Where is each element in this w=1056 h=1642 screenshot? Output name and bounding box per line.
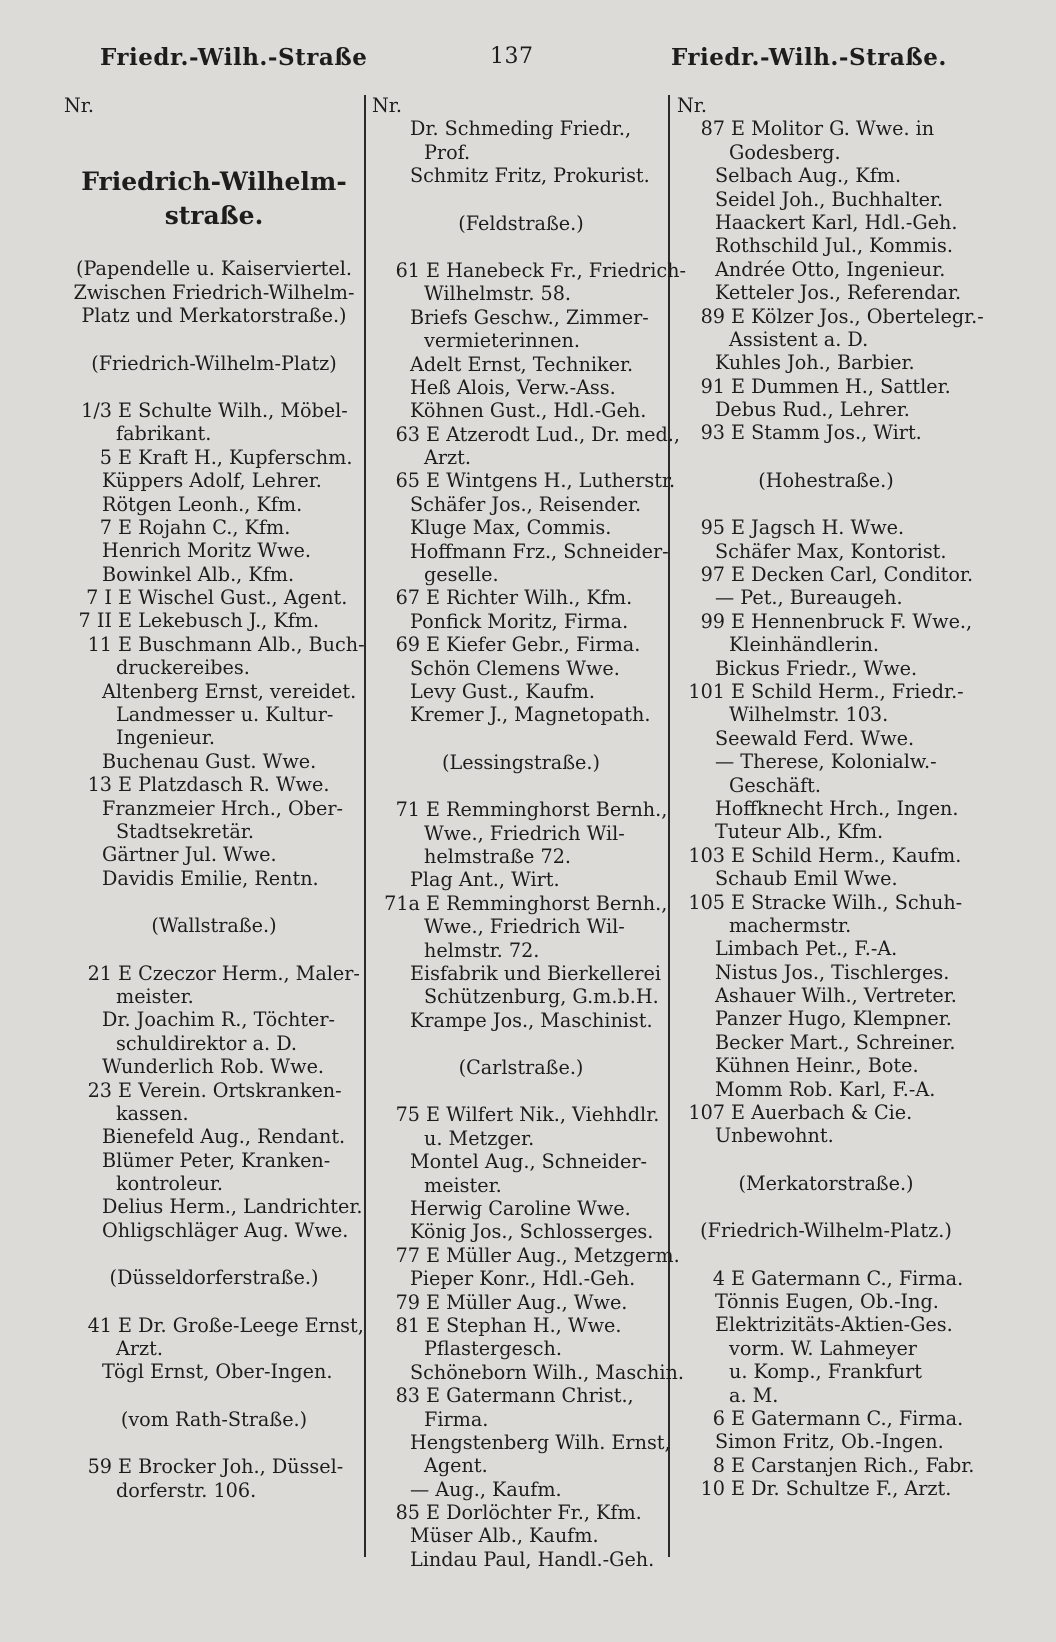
resident-line: Ketteler Jos., Referendar. [715,281,962,305]
house-number: 89 [700,304,725,328]
house-number: 5 [99,445,112,469]
house-entry [372,1243,680,1267]
house-entry [677,844,975,867]
resident-line: Tuteur Alb., Kfm. [715,820,884,844]
blank-line [64,890,364,914]
resident-text: E Platzdasch R. Wwe. [118,773,330,797]
house-entry [372,1501,670,1524]
house-entry [677,1477,975,1500]
resident-line: Unbewohnt. [715,1124,834,1148]
house-number: 103 [688,843,725,867]
blank-line [677,1243,975,1267]
resident-line: Franzmeier Hrch., Ober- [102,796,344,820]
resident-text: E Gatermann C., Firma. [731,1266,964,1290]
resident-text: E Stracke Wilh., Schuh- [731,890,963,914]
house-entry [372,422,680,446]
house-entry [64,446,364,469]
blank-line [677,445,975,469]
house-entry [677,1407,975,1430]
blank-line [677,1148,975,1172]
resident-text: E Schild Herm., Kaufm. [731,843,962,867]
resident-line: kontroleur. [116,1172,223,1196]
column-3 [677,94,984,1501]
resident-text: E Lekebusch J., Kfm. [118,609,320,633]
resident-line: Rötgen Leonh., Kfm. [102,492,303,516]
resident-line: Herwig Caroline Wwe. [410,1197,631,1221]
resident-line: dorferstr. 106. [116,1478,257,1502]
house-number: 10 [700,1477,725,1501]
resident-text: E Schulte Wilh., Möbel- [118,398,348,422]
house-number: 6 [712,1406,725,1430]
blank-line [64,1431,364,1455]
resident-text: E Jagsch H. Wwe. [731,516,905,540]
house-number: 41 [87,1313,112,1337]
house-number: 75 [395,1103,420,1127]
house-number: 71a [384,891,420,915]
resident-line: Stadtsekretär. [116,819,254,843]
resident-line: Pieper Konr., Hdl.-Geh. [410,1267,636,1291]
blank-line [64,938,364,962]
house-number: 107 [688,1101,725,1125]
house-entry [372,1291,670,1314]
resident-line: Panzer Hugo, Klempner. [715,1007,952,1031]
resident-text: E Hanebeck Fr., Friedrich- [426,258,686,282]
resident-line: Prof. [424,140,471,164]
resident-line: Plag Ant., Wirt. [410,868,560,892]
resident-line: Haackert Karl, Hdl.-Geh. [715,210,958,234]
section-heading: (Wallstraße.) [151,914,277,938]
house-entry [372,1384,670,1407]
resident-line: Arzt. [424,446,471,470]
resident-line: Hoffknecht Hrch., Ingen. [715,796,959,820]
house-entry [64,633,364,656]
resident-text: E Kraft H., Kupferschm. [118,445,353,469]
resident-line: Tönnis Eugen, Ob.-Ing. [715,1289,939,1313]
resident-text: E Rojahn C., Kfm. [118,515,291,539]
column-label: Nr. [64,94,94,117]
house-number: 71 [395,798,420,822]
resident-line: Dr. Schmeding Friedr., [410,117,632,141]
resident-line: Hengstenberg Wilh. Ernst, [410,1430,671,1454]
house-entry [64,609,364,632]
resident-line: Wwe., Friedrich Wil- [424,915,625,939]
resident-line: vorm. W. Lahmeyer [729,1336,917,1360]
resident-line: meister. [116,984,194,1008]
resident-line: Bowinkel Alb., Kfm. [102,562,295,586]
house-entry [677,117,975,140]
resident-line: Gärtner Jul. Wwe. [102,843,277,867]
resident-text: E Dr. Große-Leege Ernst, [118,1313,364,1337]
house-number: 65 [395,469,420,493]
blank-line [372,188,670,212]
blank-line [64,1290,364,1314]
resident-text: E Richter Wilh., Kfm. [426,586,633,610]
resident-line: Agent. [424,1454,488,1478]
house-entry [372,892,670,915]
section-heading: (Hohestraße.) [758,468,894,492]
house-entry [677,421,975,444]
resident-line: König Jos., Schlosserges. [410,1220,654,1244]
house-entry [64,516,364,539]
resident-text: E Wintgens H., Lutherstr. [426,469,676,493]
resident-line: Wwe., Friedrich Wil- [424,821,625,845]
street-title: Friedrich-Wilhelm- [81,167,347,197]
resident-line: Schmitz Fritz, Prokurist. [410,164,650,188]
resident-line: Pflastergesch. [424,1337,562,1361]
running-header-left: Friedr.-Wilh.-Straße [100,44,368,71]
resident-text: E Kiefer Gebr., Firma. [426,633,641,657]
blank-line [372,1079,670,1103]
blank-line [64,117,364,141]
blank-line [372,727,670,751]
resident-line: Ingenieur. [116,726,215,750]
resident-text: E Gatermann Christ., [426,1384,634,1408]
section-heading: (Friedrich-Wilhelm-Platz) [91,351,337,375]
house-number: 1/3 [81,398,112,422]
resident-line: Kuhles Joh., Barbier. [715,351,915,375]
resident-text: E Wischel Gust., Agent. [118,586,348,610]
blank-line [64,233,364,257]
blank-line [64,375,364,399]
resident-line: helmstraße 72. [424,844,571,868]
column-2 [372,94,686,1571]
house-number: 21 [87,961,112,985]
section-heading: (Lessingstraße.) [442,750,600,774]
blank-line [64,1384,364,1408]
resident-line: Bienefeld Aug., Rendant. [102,1125,346,1149]
house-number: 4 [712,1266,725,1290]
blank-line [64,1242,364,1266]
resident-line: Davidis Emilie, Rentn. [102,866,319,890]
blank-line [372,774,670,798]
blank-line [677,492,975,516]
section-heading: (Papendelle u. Kaiserviertel. [76,257,352,281]
resident-line: Ohligschläger Aug. Wwe. [102,1218,349,1242]
resident-line: Bickus Friedr., Wwe. [715,656,918,680]
resident-line: schuldirektor a. D. [116,1031,297,1055]
resident-line: Elektrizitäts-Aktien-Ges. [715,1313,953,1337]
house-entry [372,633,670,656]
resident-text: E Buschmann Alb., Buch- [118,632,365,656]
house-entry [372,469,676,493]
resident-text: E Kölzer Jos., Obertelegr.- [731,304,984,328]
house-entry [677,563,975,586]
house-entry [64,399,364,422]
resident-line: Adelt Ernst, Techniker. [410,352,634,376]
house-entry [677,1454,975,1477]
resident-line: machermstr. [729,913,852,937]
section-heading: (Feldstraße.) [458,211,584,235]
resident-line: Hoffmann Frz., Schneider- [410,539,669,563]
house-number: 97 [700,563,725,587]
house-entry [677,891,975,914]
house-entry [64,1314,364,1337]
house-number: 8 [712,1453,725,1477]
resident-line: Kühnen Heinr., Bote. [715,1054,919,1078]
resident-line: Kleinhändlerin. [729,633,880,657]
house-number: 13 [87,773,112,797]
resident-line: Seidel Joh., Buchhalter. [715,187,944,211]
house-number: 99 [700,609,725,633]
resident-text: E Stephan H., Wwe. [426,1313,622,1337]
resident-line: Schäfer Jos., Reisender. [410,492,642,516]
resident-line: Andrée Otto, Ingenieur. [715,257,946,281]
resident-text: E Atzerodt Lud., Dr. med., [426,422,680,446]
house-entry [677,304,984,328]
house-number: 101 [688,679,725,703]
resident-line: Köhnen Gust., Hdl.-Geh. [410,399,647,423]
house-number: 87 [700,117,725,141]
resident-line: meister. [424,1173,502,1197]
resident-line: Küppers Adolf, Lehrer. [102,469,322,493]
house-number: 61 [395,258,420,282]
resident-line: Altenberg Ernst, vereidet. [102,679,357,703]
section-heading: (Düsseldorferstraße.) [109,1266,319,1290]
resident-line: Briefs Geschw., Zimmer- [410,305,649,329]
section-heading: (Carlstraße.) [458,1056,584,1080]
house-entry [677,375,975,398]
resident-line: Limbach Pet., F.-A. [715,937,898,961]
resident-text: E Müller Aug., Metzgerm. [426,1243,680,1267]
resident-line: Eisfabrik und Bierkellerei [410,961,661,985]
resident-text: E Stamm Jos., Wirt. [731,421,922,445]
house-number: 77 [395,1243,420,1267]
resident-text: E Dr. Schultze F., Arzt. [731,1477,952,1501]
column-1 [64,94,364,1502]
resident-line: Simon Fritz, Ob.-Ingen. [715,1430,944,1454]
house-entry [372,586,670,609]
resident-line: Montel Aug., Schneider- [410,1150,648,1174]
house-entry [372,258,686,282]
column-label: Nr. [372,94,402,117]
resident-line: Rothschild Jul., Kommis. [715,234,953,258]
resident-text: E Hennenbruck F. Wwe., [731,609,973,633]
resident-line: Blümer Peter, Kranken- [102,1148,331,1172]
house-number: 7 II [78,609,112,633]
resident-line: Kluge Max, Commis. [410,516,612,540]
house-number: 7 I [86,586,112,610]
section-heading: Platz und Merkatorstraße.) [81,304,347,328]
section-heading: (Friedrich-Wilhelm-Platz.) [700,1219,952,1243]
resident-text: E Gatermann C., Firma. [731,1406,964,1430]
resident-text: E Remminghorst Bernh., [426,891,668,915]
resident-text: E Auerbach & Cie. [731,1101,913,1125]
house-number: 11 [87,632,112,656]
resident-line: Tögl Ernst, Ober-Ingen. [102,1360,333,1384]
resident-line: Seewald Ferd. Wwe. [715,726,915,750]
house-number: 59 [87,1455,112,1479]
house-entry [64,1455,364,1478]
resident-text: E Müller Aug., Wwe. [426,1290,628,1314]
column-divider [364,95,366,1557]
resident-line: vermieterinnen. [424,329,580,353]
resident-line: Becker Mart., Schreiner. [715,1030,956,1054]
house-entry [64,1079,364,1102]
house-entry [677,680,975,703]
resident-line: kassen. [116,1101,189,1125]
resident-line: u. Komp., Frankfurt [729,1360,922,1384]
resident-line: a. M. [729,1383,779,1407]
section-heading: (Merkatorstraße.) [738,1171,914,1195]
house-number: 93 [700,421,725,445]
house-number: 85 [395,1501,420,1525]
house-entry [64,962,364,985]
resident-line: u. Metzger. [424,1126,535,1150]
resident-line: Heß Alois, Verw.-Ass. [410,375,616,399]
resident-line: Selbach Aug., Kfm. [715,164,902,188]
resident-line: fabrikant. [116,422,212,446]
resident-line: Ashauer Wilh., Vertreter. [715,984,957,1008]
resident-text: E Wilfert Nik., Viehhdlr. [426,1103,660,1127]
house-entry [677,516,975,539]
house-number: 95 [700,516,725,540]
house-entry [372,1314,670,1337]
resident-line: Nistus Jos., Tischlerges. [715,960,950,984]
resident-line: Müser Alb., Kaufm. [410,1524,599,1548]
resident-line: — Therese, Kolonialw.- [715,750,937,774]
blank-line [677,1195,975,1219]
column-label: Nr. [677,94,707,117]
resident-line: Ponfick Moritz, Firma. [410,609,629,633]
house-number: 79 [395,1290,420,1314]
resident-text: E Molitor G. Wwe. in [731,117,935,141]
resident-line: Schaub Emil Wwe. [715,867,898,891]
house-entry [64,586,364,609]
resident-line: Geschäft. [729,773,821,797]
blank-line [372,1032,670,1056]
resident-text: E Remminghorst Bernh., [426,798,668,822]
running-header-right: Friedr.-Wilh.-Straße. [671,44,947,71]
resident-text: E Verein. Ortskranken- [118,1078,342,1102]
resident-line: Lindau Paul, Handl.-Geh. [410,1547,655,1571]
resident-line: Delius Herm., Landrichter. [102,1195,363,1219]
street-title: straße. [164,201,264,231]
house-number: 105 [688,890,725,914]
resident-line: Schäfer Max, Kontorist. [715,539,947,563]
section-heading: (vom Rath-Straße.) [120,1407,308,1431]
resident-line: Dr. Joachim R., Töchter- [102,1008,336,1032]
house-number: 7 [99,515,112,539]
resident-text: E Czeczor Herm., Maler- [118,961,360,985]
resident-text: E Decken Carl, Conditor. [731,563,974,587]
resident-line: Krampe Jos., Maschinist. [410,1008,653,1032]
resident-line: Assistent a. D. [729,327,869,351]
house-entry [677,1101,975,1124]
house-number: 23 [87,1078,112,1102]
house-number: 63 [395,422,420,446]
resident-line: Arzt. [116,1337,163,1361]
resident-line: Schön Clemens Wwe. [410,656,620,680]
resident-text: E Dorlöchter Fr., Kfm. [426,1501,642,1525]
house-entry [677,610,975,633]
resident-line: geselle. [424,563,499,587]
resident-text: E Schild Herm., Friedr.- [731,679,964,703]
blank-line [64,141,364,165]
resident-line: Levy Gust., Kaufm. [410,679,595,703]
house-number: 67 [395,586,420,610]
page-number: 137 [490,44,534,69]
resident-text: E Dummen H., Sattler. [731,374,951,398]
resident-line: — Pet., Bureaugeh. [715,586,903,610]
resident-line: — Aug., Kaufm. [410,1477,562,1501]
house-entry [64,773,364,796]
resident-line: Wilhelmstr. 58. [424,282,572,306]
resident-line: Schöneborn Wilh., Maschin. [410,1360,684,1384]
house-entry [372,1103,670,1126]
resident-line: helmstr. 72. [424,938,540,962]
house-entry [372,798,670,821]
resident-line: druckereibes. [116,656,250,680]
resident-line: Wilhelmstr. 103. [729,703,889,727]
resident-line: Wunderlich Rob. Wwe. [102,1055,325,1079]
house-number: 83 [395,1384,420,1408]
house-entry [677,1267,975,1290]
section-heading: Zwischen Friedrich-Wilhelm- [73,280,355,304]
resident-text: E Carstanjen Rich., Fabr. [731,1453,975,1477]
resident-line: Landmesser u. Kultur- [116,703,334,727]
resident-line: Debus Rud., Lehrer. [715,398,910,422]
blank-line [372,235,670,259]
house-number: 91 [700,374,725,398]
resident-line: Kremer J., Magnetopath. [410,703,651,727]
resident-line: Schützenburg, G.m.b.H. [424,985,659,1009]
resident-line: Buchenau Gust. Wwe. [102,749,317,773]
resident-line: Firma. [424,1407,489,1431]
resident-line: Momm Rob. Karl, F.-A. [715,1077,936,1101]
resident-line: Godesberg. [729,140,841,164]
blank-line [64,328,364,352]
house-number: 81 [395,1313,420,1337]
house-number: 69 [395,633,420,657]
resident-line: Henrich Moritz Wwe. [102,539,311,563]
resident-text: E Brocker Joh., Düssel- [118,1455,344,1479]
